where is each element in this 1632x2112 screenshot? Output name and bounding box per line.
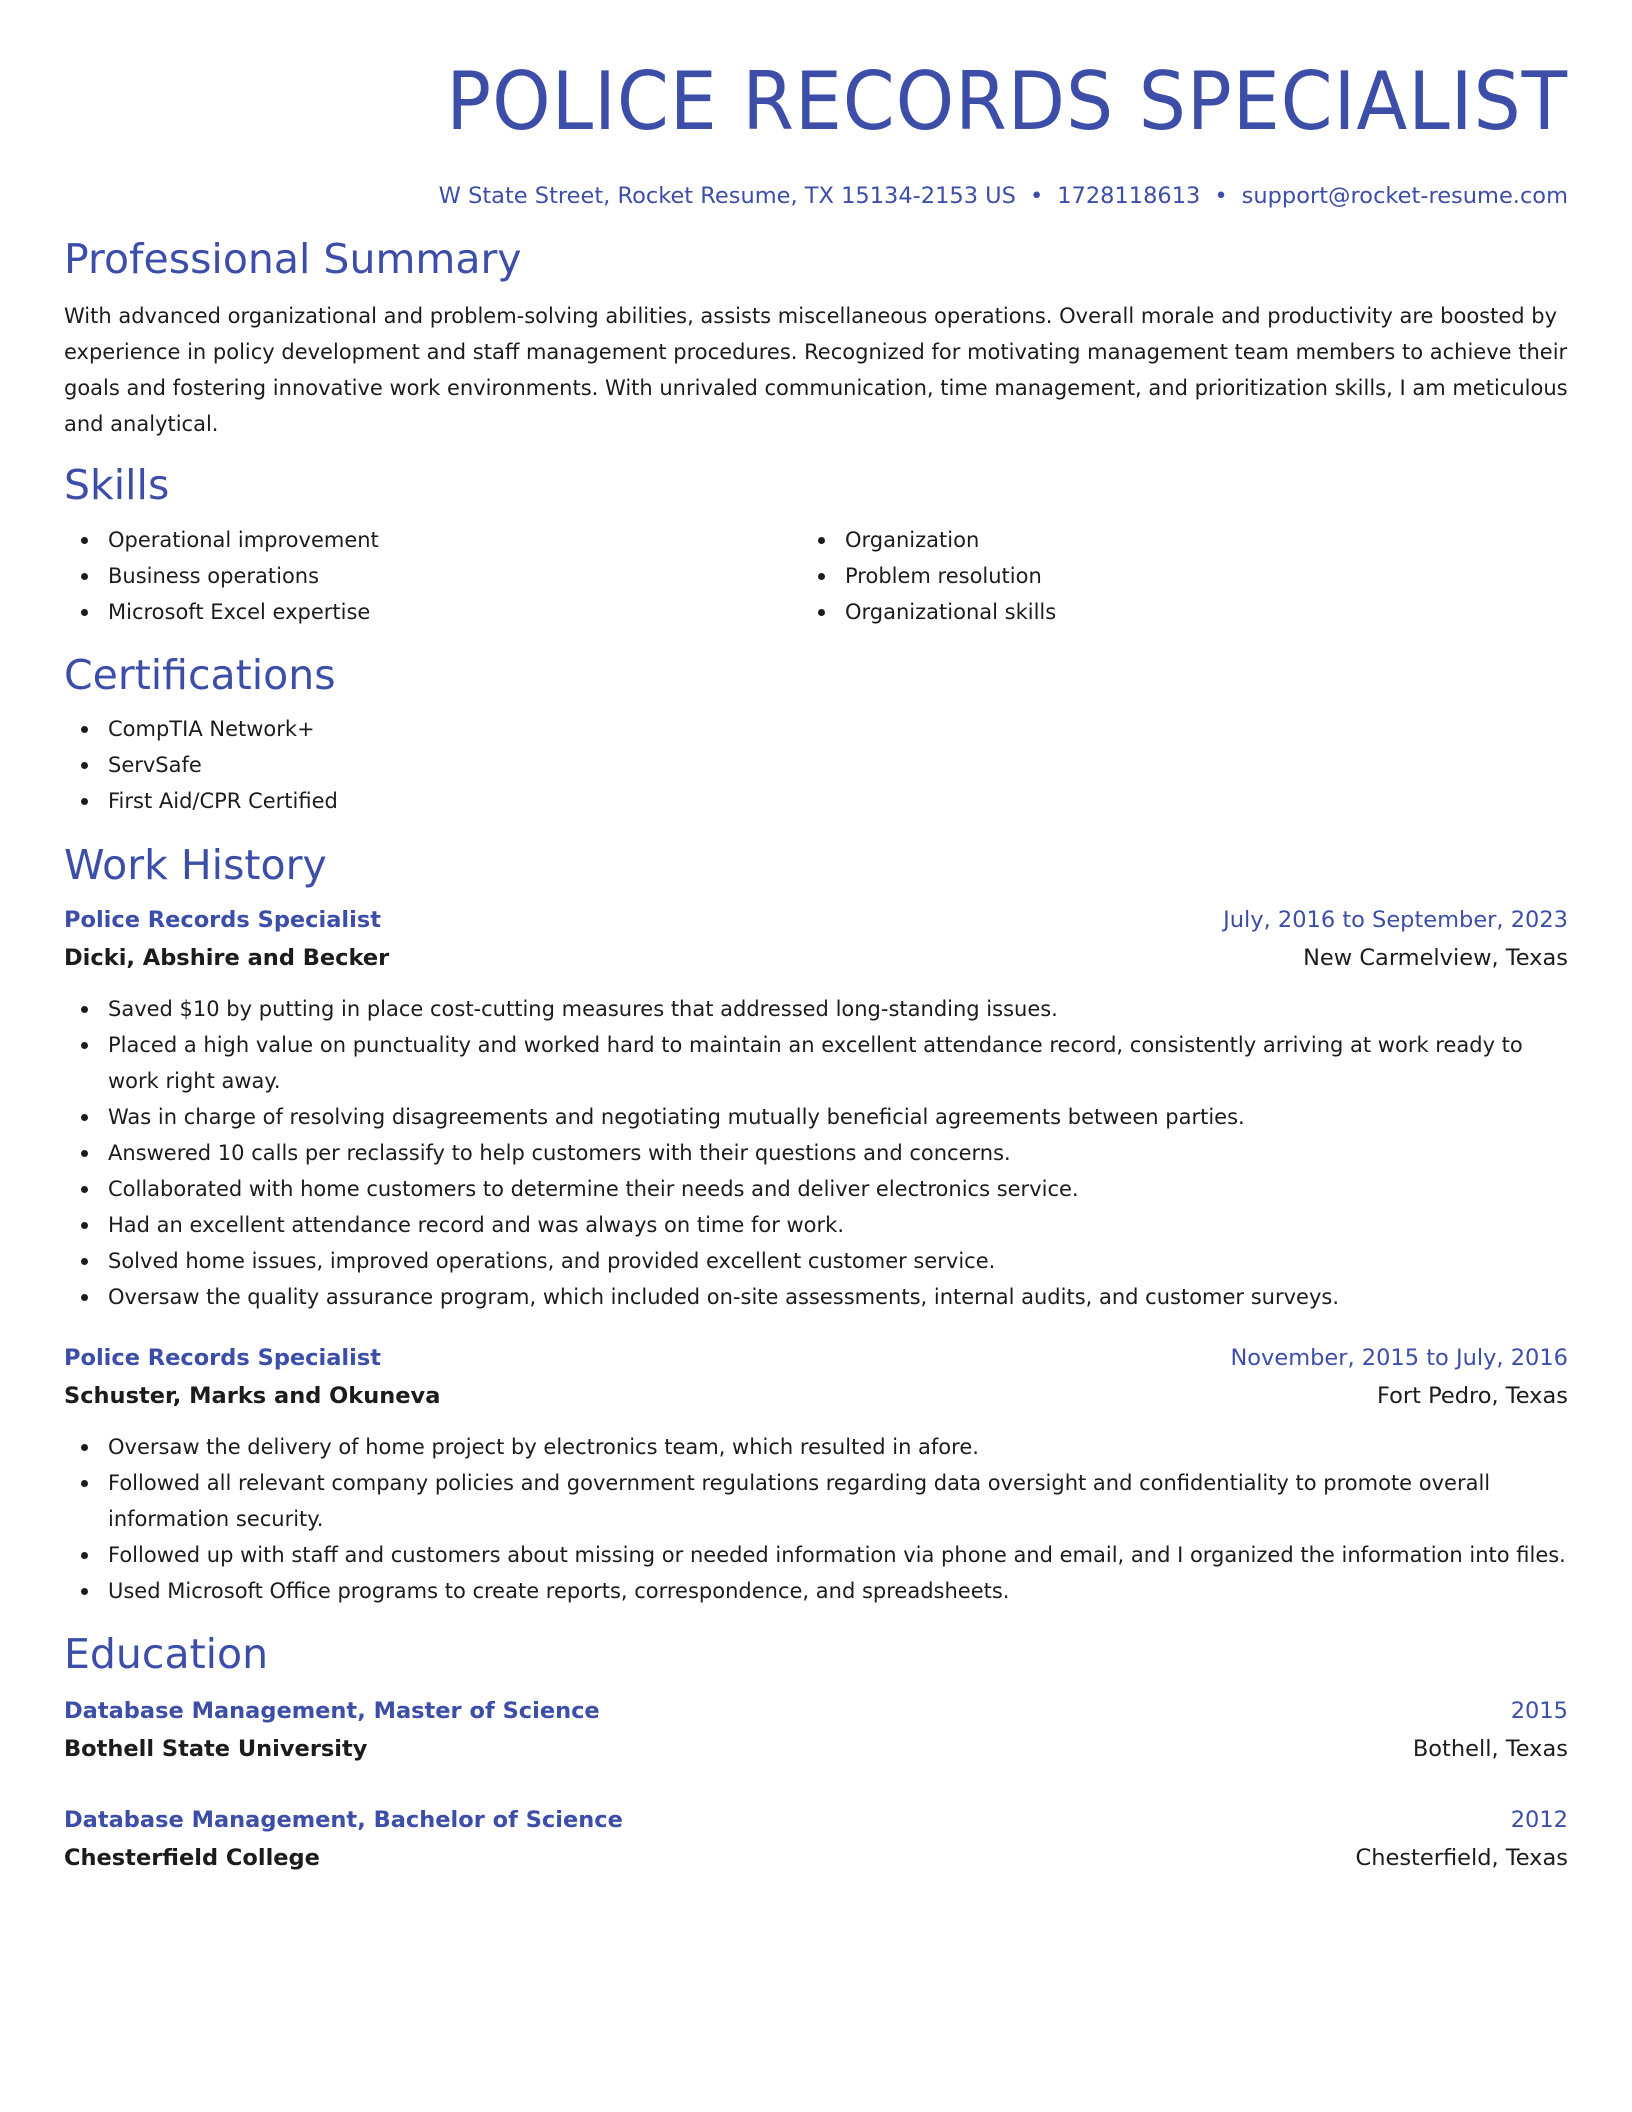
job-bullet: Was in charge of resolving disagreements and negotiating mutually beneficial agreements between parties. xyxy=(64,1099,1568,1135)
contact-separator: • xyxy=(1214,183,1228,209)
job-header xyxy=(64,901,1568,939)
job-title: Police Records Specialist xyxy=(64,1345,381,1371)
education-year: 2015 xyxy=(1510,1698,1568,1724)
job-bullet: Oversaw the delivery of home project by electronics team, which resulted in afore. xyxy=(64,1429,1568,1465)
job-responsibilities xyxy=(64,1429,1568,1609)
contact-phone: 1728118613 xyxy=(1057,183,1201,209)
work-history-heading: Work History xyxy=(64,841,327,889)
certification-item: ServSafe xyxy=(64,747,1568,783)
contact-email[interactable]: support@rocket-resume.com xyxy=(1241,183,1568,209)
skills-list xyxy=(64,522,1568,630)
skills-heading: Skills xyxy=(64,461,170,509)
education-school-row xyxy=(64,1839,1568,1877)
education-degree: Database Management, Master of Science xyxy=(64,1698,600,1724)
education-location: Chesterfield, Texas xyxy=(1355,1845,1568,1871)
summary-heading: Professional Summary xyxy=(64,235,522,283)
education-header xyxy=(64,1692,1568,1730)
job-bullet: Had an excellent attendance record and was always on time for work. xyxy=(64,1207,1568,1243)
certifications-heading: Certifications xyxy=(64,651,336,699)
job-bullet: Followed all relevant company policies and government regulations regarding data oversight and confidentiality to promote overall information security. xyxy=(64,1465,1568,1537)
job-employer: Schuster, Marks and Okuneva xyxy=(64,1383,441,1409)
skill-item: Organizational skills xyxy=(801,594,1538,630)
job-entry xyxy=(64,1339,1568,1609)
contact-separator: • xyxy=(1029,183,1044,209)
job-employer-row xyxy=(64,939,1568,977)
certification-item: CompTIA Network+ xyxy=(64,711,1568,747)
contact-address: W State Street, Rocket Resume, TX 15134-2153 US xyxy=(438,183,1016,209)
education-entry xyxy=(64,1801,1568,1877)
summary-text: With advanced organizational and problem-solving abilities, assists miscellaneous operations. Overall morale and productivity are boosted by experience in policy development and staff management procedures. Recognized for motivating management team members to achieve their goals and fostering innovative work environments. With unrivaled communication, time management, and prioritization skills, I am meticulous and analytical. xyxy=(64,304,1568,436)
job-header xyxy=(64,1339,1568,1377)
job-bullet: Collaborated with home customers to determine their needs and deliver electronics service. xyxy=(64,1171,1568,1207)
education-header xyxy=(64,1801,1568,1839)
job-dates: July, 2016 to September, 2023 xyxy=(1223,907,1568,933)
job-bullet: Solved home issues, improved operations, and provided excellent customer service. xyxy=(64,1243,1568,1279)
job-employer: Dicki, Abshire and Becker xyxy=(64,945,390,971)
skills-column-left xyxy=(64,522,801,630)
job-title: Police Records Specialist xyxy=(64,907,381,933)
skill-item: Organization xyxy=(801,522,1538,558)
job-responsibilities xyxy=(64,991,1568,1315)
skill-item: Operational improvement xyxy=(64,522,801,558)
skill-item: Problem resolution xyxy=(801,558,1538,594)
certifications-list xyxy=(64,711,1568,819)
job-bullet: Saved $10 by putting in place cost-cutting measures that addressed long-standing issues. xyxy=(64,991,1568,1027)
job-bullet: Followed up with staff and customers about missing or needed information via phone and email, and I organized the information into files. xyxy=(64,1537,1568,1573)
contact-line xyxy=(64,181,1568,211)
skill-item: Microsoft Excel expertise xyxy=(64,594,801,630)
job-employer-row xyxy=(64,1377,1568,1415)
job-location: New Carmelview, Texas xyxy=(1303,945,1568,971)
education-entry xyxy=(64,1692,1568,1768)
skill-item: Business operations xyxy=(64,558,801,594)
job-bullet: Used Microsoft Office programs to create reports, correspondence, and spreadsheets. xyxy=(64,1573,1568,1609)
job-entry xyxy=(64,901,1568,1315)
certification-item: First Aid/CPR Certified xyxy=(64,783,1568,819)
education-year: 2012 xyxy=(1510,1807,1568,1833)
job-bullet: Placed a high value on punctuality and worked hard to maintain an excellent attendance record, consistently arriving at work ready to work right away. xyxy=(64,1027,1568,1099)
education-school-row xyxy=(64,1730,1568,1768)
education-heading: Education xyxy=(64,1630,269,1678)
education-location: Bothell, Texas xyxy=(1412,1736,1568,1762)
resume-name: POLICE RECORDS SPECIALIST xyxy=(446,55,1568,148)
skills-column-right xyxy=(801,522,1538,630)
job-bullet: Answered 10 calls per reclassify to help customers with their questions and concerns. xyxy=(64,1135,1568,1171)
education-degree: Database Management, Bachelor of Science xyxy=(64,1807,623,1833)
job-bullet: Oversaw the quality assurance program, which included on-site assessments, internal audits, and customer surveys. xyxy=(64,1279,1568,1315)
education-school: Chesterfield College xyxy=(64,1845,320,1871)
education-school: Bothell State University xyxy=(64,1736,368,1762)
job-location: Fort Pedro, Texas xyxy=(1376,1383,1568,1409)
job-dates: November, 2015 to July, 2016 xyxy=(1230,1345,1568,1371)
